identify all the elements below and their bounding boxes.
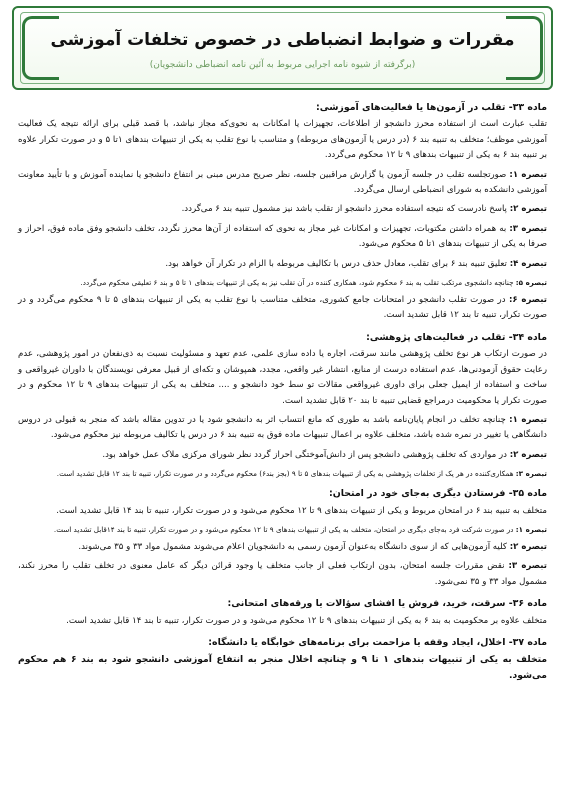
article-35-body: متخلف به تنبیه بند ۶ در امتحان مربوط و یکی از تنبیهات بندهای ۹ تا ۱۲ محکوم می‌شود و در صورت تکرار، تنبیه تا بند ۱۴ قابل تشدید است. <box>56 505 547 516</box>
note-text: تعلیق تنبیه بند ۶ برای تقلب، معادل حذف درس با تکالیف مربوطه با الزام در تکرار آن خواهد بود. <box>165 258 510 269</box>
article-33-note-4 <box>18 257 547 272</box>
article-35-title: ماده ۳۵- فرستادن دیگری به‌جای خود در امتحان: <box>328 488 547 500</box>
article-37-title: ماده ۳۷- اخلال، ایجاد وقفه یا مزاحمت برای برنامه‌های خوابگاه یا دانشگاه: <box>208 636 547 648</box>
article-33-title: ماده ۳۳- تقلب در آزمون‌ها یا فعالیت‌های آموزشی: <box>315 102 547 113</box>
page-subtitle: (برگرفته از شیوه نامه اجرایی مربوط به آئین نامه انضباطی دانشجویان) <box>149 60 416 70</box>
page-title: مقررات و ضوابط انضباطی در خصوص تخلفات آموزشی <box>50 30 515 50</box>
article-34-note-1 <box>18 413 547 444</box>
note-text: کلیه آزمون‌هایی که از سوی دانشگاه به‌عنوان آزمون رسمی به دانشجویان اعلام می‌شوند مشمول مواد ۳۳ و ۳۵ می‌شوند. <box>78 541 510 552</box>
article-35-note-3 <box>18 559 547 590</box>
article-34-body: در صورت ارتکاب هر نوع تخلف پژوهشی مانند سرقت، اجاره یا داده سازی علمی، عدم تعهد و مسئولیت نسبت به ذی‌نفعان در امور پژوهشی، عدم رعایت حقوق آزمودنی‌ها، عدم استفاده درست از منابع، انتشار غیر واقعی، مجدد، همپوشان و تکه‌ای از قبیل معرفی نویسندگان با داوران غیرواقعی و ساخت و استفاده از ایمیل جعلی برای داوری غیرواقعی مقالات تو سط خود دانشجو و .... متخلف به یکی از تنبیهات بندهای ۹ تا ۱۲ محکوم و در صورت تکرار یا محکومیت درمراجع قضایی تنبیه تا بند ۲۰ قابل تشدید است. <box>18 349 547 406</box>
article-36-body: متخلف علاوه بر محکومیت به بند ۶ به یکی از تنبیهات بندهای ۹ تا ۱۲ محکوم می‌شود و در صورت تکرار، تنبیه تا بند ۱۴ قابل تشدید است. <box>66 615 547 626</box>
article-33-note-5 <box>18 276 547 289</box>
note-text: نقض مقررات جلسه امتحان، بدون ارتکاب فعلی از جانب متخلف یا وجود قرائن دیگر که عامل معنوی در تخلف تقلب را محرز نکند، مشمول مواد ۳۳ و ۳۵ نمی‌شود. <box>18 561 547 587</box>
note-label: تبصره ۲: <box>509 449 547 460</box>
article-34 <box>18 330 547 480</box>
title-banner <box>12 6 553 90</box>
article-34-note-2 <box>18 448 547 463</box>
note-label: تبصره ۳: <box>509 223 547 234</box>
note-text: چنانچه دانشجوی مرتکب تقلب به بند ۶ محکوم شود، همکاری کننده در آن تقلب نیز به یکی از تنبیهات بندهای ۱ تا ۵ و بند ۶ تعلیقی محکوم می‌گردد. <box>80 278 516 288</box>
document-body <box>8 100 557 683</box>
note-text: به همراه داشتن مکتوبات، تجهیزات و امکانات غیر مجاز به نحوی که استفاده از آن‌ها محرز نگردد، تخلف دانشجو وفق ماده فوق، احراز و صرفا به یکی از تنبیهات بندهای ۱تا ۵ محکوم می‌شود. <box>18 223 547 250</box>
note-text: در مواردی که تخلف پژوهشی دانشجو پس از دانش‌آموختگی احراز گردد نظر شورای مرکزی ملاک عمل خواهد بود. <box>102 449 510 460</box>
note-text: چنانچه تخلف در انجام پایان‌نامه باشد به طوری که مانع انتساب اثر به دانشجو شود یا در تدوین مقاله باشد که منجر به قبولی در دروس دانشگاهی یا تغییر در نمره شده باشد، متخلف علاوه بر اعمال تنبیهات ماده فوق به تنبیه بند ۶ در درس یا تکالیف مربوطه نیز محکوم می‌شود. <box>18 414 547 441</box>
article-35 <box>18 486 547 590</box>
note-text: همکاری‌کننده در هر یک از تخلفات پژوهشی به یکی از تنبیهات بندهای ۵ تا ۹ (بجز بند۶) محکوم می‌گردد و در صورت تکرار، تنبیه تا بند ۱۲ قابل تشدید است. <box>56 469 516 479</box>
article-33-note-3 <box>18 222 547 253</box>
note-label: تبصره ۵: <box>515 278 547 288</box>
note-text: در صورت تقلب دانشجو در امتحانات جامع کشوری، متخلف متناسب با نوع تقلب به یکی از تنبیهات بندهای ۵ تا ۹ محکوم می‌گردد و در صورت تکرار، تنبیه تا بند ۱۲ قابل تشدید است. <box>18 295 547 321</box>
article-34-note-3 <box>18 467 547 480</box>
note-text: در صورت شرکت فرد به‌جای دیگری در امتحان، متخلف به یکی از تنبیهات بندهای ۹ تا ۱۲ محکوم می‌شود و در صورت تکرار، تنبیه تا بند ۱۴قابل تشدید است. <box>53 524 516 534</box>
note-label: تبصره ۲: <box>509 204 547 215</box>
article-37-body: متخلف به یکی از تنبیهات بندهای ۱ تا ۹ و چنانچه اخلال منجر به انتفاع آموزشی دانشجو شود به بند ۶ هم محکوم می‌شود. <box>18 654 548 681</box>
article-33 <box>18 100 547 324</box>
article-35-note-2 <box>18 540 547 555</box>
article-33-body: تقلب عبارت است از استفاده محرز دانشجو از اطلاعات، تجهیزات یا امکانات به نحوی‌که مجاز نباشد، با قصد قبلی برای ارائه نتیجه یک فعالیت آموزشی موظف؛ متخلف به تنبیه بند ۶ (در درس یا آزمون‌های مربوطه) و متناسب با نوع تقلب به یکی از تنبیهات بندهای ۱تا ۵ و در صورت تکرار علاوه بر تنبیه بند ۶ به یکی از تنبیهات بندهای ۹ تا ۱۲ محکوم می‌گردد. <box>18 119 548 161</box>
note-label: تبصره ۴: <box>509 258 547 269</box>
article-33-note-1 <box>18 168 547 199</box>
article-33-note-6 <box>18 293 547 324</box>
note-label: تبصره ۳: <box>515 469 547 479</box>
note-label: تبصره ۱: <box>509 169 547 180</box>
note-label: تبصره ۱: <box>509 414 547 425</box>
article-37 <box>18 635 547 683</box>
note-label: تبصره ۳: <box>508 561 547 572</box>
note-label: تبصره ۶: <box>508 295 547 306</box>
article-36 <box>18 596 547 629</box>
note-label: تبصره ۲: <box>509 541 547 552</box>
article-33-note-2 <box>18 202 547 217</box>
note-text: صورتجلسه تقلب در جلسه آزمون یا گزارش مراقبین جلسه، نظر صریح مدرس مبنی بر انتفاع دانشجو یا نماینده آموزش و با تأیید معاونت آموزشی دانشکده به شورای انضباطی ارسال می‌گردد. <box>18 169 547 196</box>
note-label: تبصره ۱: <box>515 524 547 534</box>
article-34-title: ماده ۳۴- تقلب در فعالیت‌های پژوهشی: <box>366 331 547 343</box>
note-text: پاسخ نادرست که نتیجه استفاده محرز دانشجو از تقلب باشد نیز مشمول تنبیه بند ۶ می‌گردد. <box>181 204 510 215</box>
article-36-title: ماده ۳۶- سرقت، خرید، فروش یا افشای سؤالات یا ورقه‌های امتحانی: <box>227 598 547 610</box>
article-35-note-1 <box>18 523 547 536</box>
